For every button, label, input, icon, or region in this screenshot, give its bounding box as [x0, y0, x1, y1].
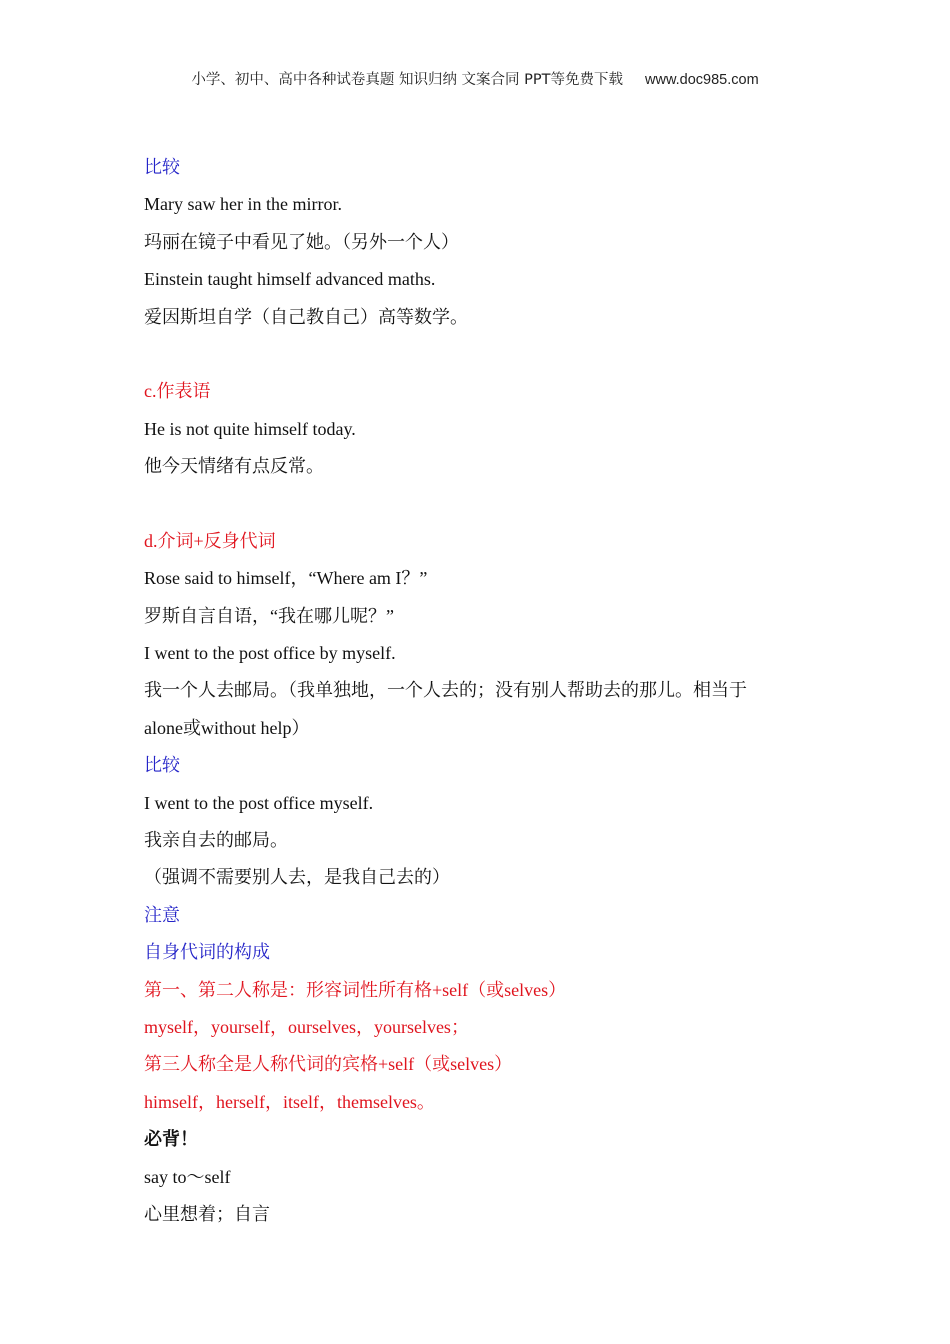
example-translation: 爱因斯坦自学（自己教自己）高等数学。: [144, 306, 468, 327]
example-translation: 我一个人去邮局。（我单独地，一个人去的；没有别人帮助去的那儿。相当于: [144, 680, 747, 701]
formation-rule-2: 第三人称全是人称代词的宾格+self（或selves）: [144, 1054, 513, 1075]
spacer: [144, 486, 804, 523]
section-compare-heading: 比较: [144, 157, 180, 177]
phrase: say to～self: [144, 1166, 231, 1187]
example-sentence: I went to the post office by myself.: [144, 643, 396, 664]
must-memorize-heading: 必背！: [144, 1129, 198, 1150]
section-d-heading: d.介词+反身代词: [144, 530, 276, 551]
example-translation: 罗斯自言自语，“我在哪儿呢？”: [144, 605, 394, 626]
note-heading: 注意: [144, 904, 180, 925]
example-sentence: Mary saw her in the mirror.: [144, 194, 342, 215]
formation-rule-1: 第一、第二人称是：形容词性所有格+self（或selves）: [144, 979, 567, 1000]
example-translation: 他今天情绪有点反常。: [144, 456, 324, 477]
example-sentence: Rose said to himself，“Where am I？”: [144, 568, 428, 589]
example-sentence: I went to the post office myself.: [144, 792, 374, 813]
formation-examples-2: himself，herself，itself，themselves。: [144, 1091, 435, 1112]
example-translation-continued: alone或without help）: [144, 717, 310, 738]
example-translation: 玛丽在镜子中看见了她。（另外一个人）: [144, 231, 459, 252]
example-sentence: Einstein taught himself advanced maths.: [144, 269, 436, 290]
example-sentence: He is not quite himself today.: [144, 418, 356, 439]
spacer: [144, 336, 804, 373]
header-site: www.doc985.com: [645, 72, 759, 88]
example-note: （强调不需要别人去，是我自己去的）: [144, 867, 450, 888]
phrase-meaning: 心里想着；自言: [144, 1203, 270, 1224]
section-compare-heading: 比较: [144, 755, 180, 776]
page-header: [0, 68, 950, 89]
example-translation: 我亲自去的邮局。: [144, 830, 288, 851]
formation-examples-1: myself，yourself，ourselves，yourselves；: [144, 1016, 469, 1037]
section-c-heading: c.作表语: [144, 381, 211, 402]
document-body: [144, 149, 804, 1233]
header-text: 小学、初中、高中各种试卷真题 知识归纳 文案合同 PPT等免费下载: [191, 72, 624, 88]
formation-heading: 自身代词的构成: [144, 942, 270, 963]
